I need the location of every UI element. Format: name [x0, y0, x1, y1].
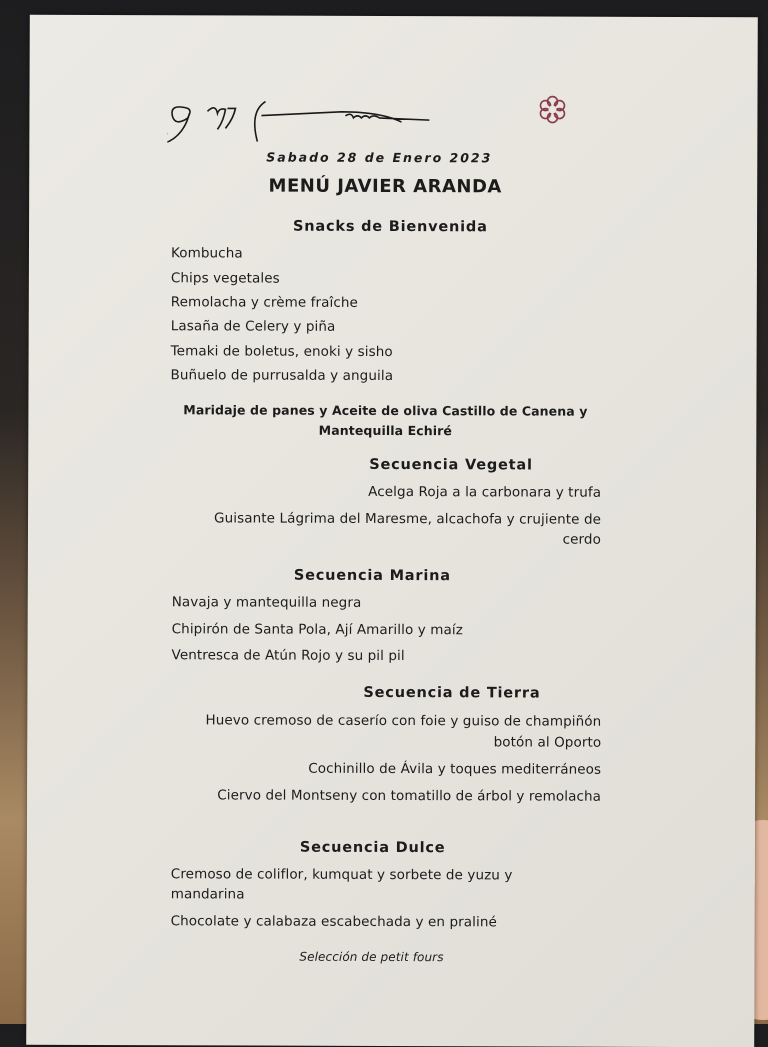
menu-item: Buñuelo de purrusalda y anguila: [170, 367, 394, 385]
menu-item: Navaja y mantequilla negra: [171, 594, 362, 611]
section-heading: Secuencia Dulce: [299, 839, 446, 857]
menu-item: Temaki de boletus, enoki y sisho: [170, 343, 393, 361]
menu-item: mandarina: [170, 886, 245, 903]
menu-item: cerdo: [562, 531, 601, 548]
menu-date: Sabado 28 de Enero 2023: [266, 149, 493, 166]
closing-note: Selección de petit fours: [299, 949, 444, 965]
pairing-line: Maridaje de panes y Aceite de oliva Castillo de Canena y: [183, 402, 588, 419]
menu-item: Chocolate y calabaza escabechada y en praliné: [170, 913, 497, 931]
menu-title: MENÚ JAVIER ARANDA: [268, 175, 502, 198]
menu-item: botón al Oporto: [493, 734, 602, 751]
menu-item: Ciervo del Montseny con tomatillo de árbol y remolacha: [217, 787, 602, 805]
menu-item: Ventresca de Atún Rojo y su pil pil: [171, 647, 405, 665]
section-heading: Secuencia de Tierra: [363, 684, 541, 702]
section-heading: Secuencia Marina: [293, 567, 451, 585]
section-heading: Snacks de Bienvenida: [293, 218, 488, 236]
menu-item: Chips vegetales: [170, 270, 280, 287]
pairing-line: Mantequilla Echiré: [318, 422, 453, 439]
gaston-signature-logo: [167, 83, 437, 154]
menu-item: Chipirón de Santa Pola, Ají Amarillo y maíz: [171, 621, 463, 639]
menu-item: Cremoso de coliflor, kumquat y sorbete de yuzu y: [170, 866, 513, 884]
section-heading: Secuencia Vegetal: [369, 456, 533, 474]
menu-item: Remolacha y crème fraîche: [170, 294, 359, 311]
menu-item: Guisante Lágrima del Maresme, alcachofa y crujiente de: [214, 510, 602, 528]
menu-item: Lasaña de Celery y piña: [170, 318, 336, 335]
menu-item: Kombucha: [170, 245, 243, 262]
menu-item: Acelga Roja a la carbonara y trufa: [368, 483, 602, 501]
menu-item: Huevo cremoso de caserío con foie y guiso de champiñón: [205, 712, 602, 730]
michelin-star-icon: [535, 92, 569, 126]
menu-item: Cochinillo de Ávila y toques mediterráneos: [308, 760, 602, 778]
menu-card: [26, 15, 758, 1047]
